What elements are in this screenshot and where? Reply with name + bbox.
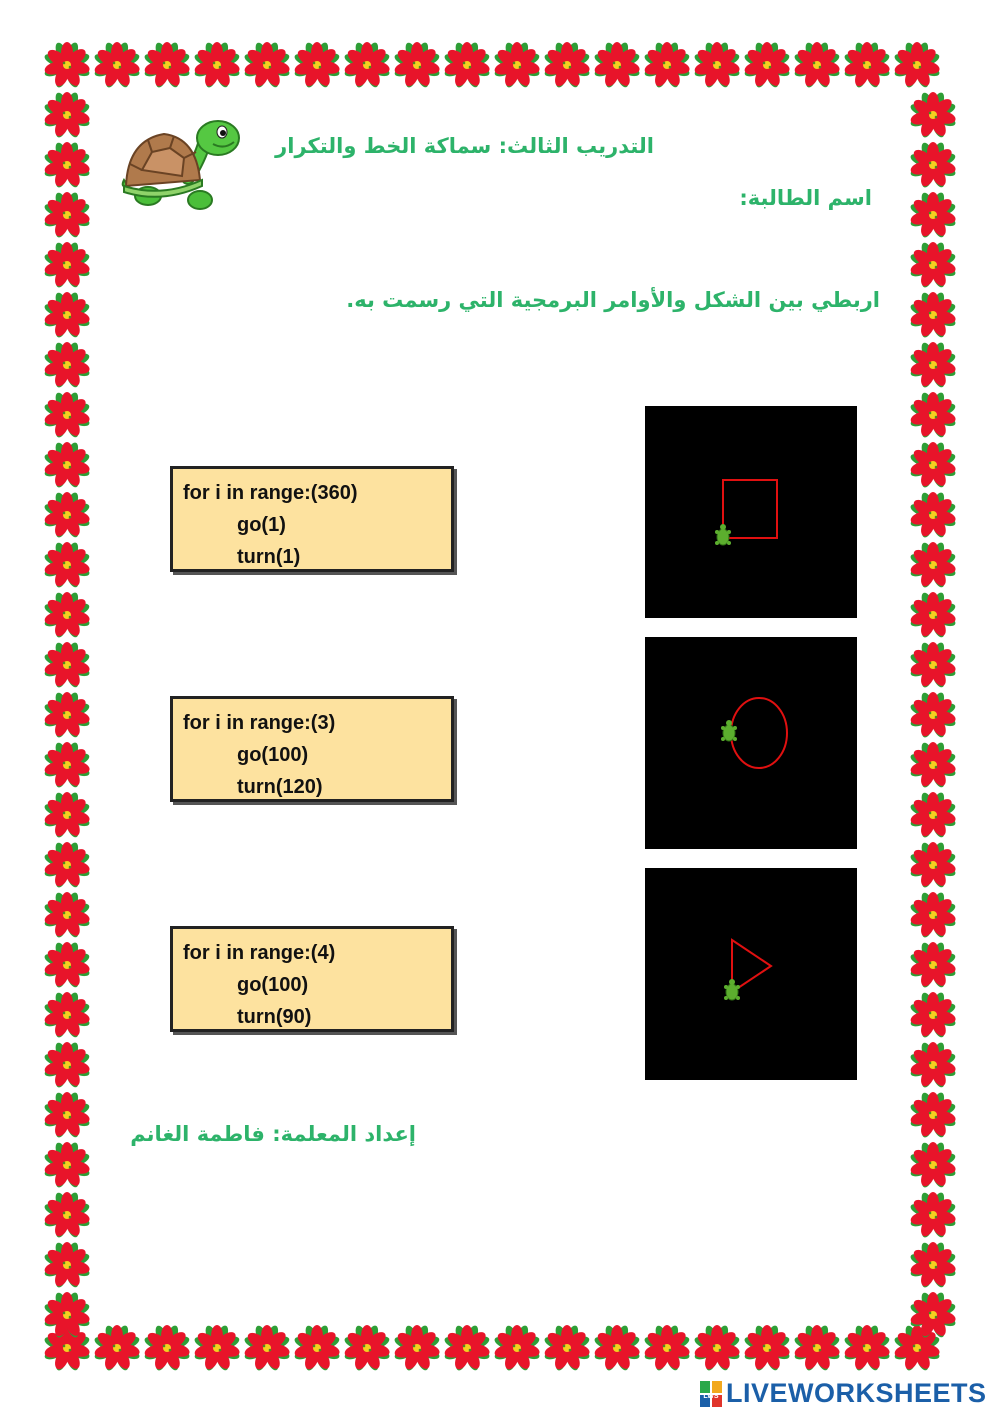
poinsettia-icon <box>42 1140 92 1190</box>
poinsettia-icon <box>92 40 142 90</box>
shape-panel-circle[interactable] <box>645 637 857 849</box>
code-line: go(1) <box>237 514 286 536</box>
turtle-icon <box>118 118 243 214</box>
shape-panel-square[interactable] <box>645 406 857 618</box>
poinsettia-icon <box>692 1323 742 1373</box>
student-name-label: اسم الطالبة: <box>739 186 872 210</box>
code-line: go(100) <box>237 744 309 766</box>
poinsettia-icon <box>342 40 392 90</box>
border-top <box>42 40 942 90</box>
poinsettia-icon <box>42 190 92 240</box>
poinsettia-icon <box>192 1323 242 1373</box>
poinsettia-icon <box>42 540 92 590</box>
poinsettia-icon <box>142 40 192 90</box>
poinsettia-icon <box>908 640 958 690</box>
poinsettia-icon <box>42 90 92 140</box>
student-name-field[interactable] <box>560 186 750 216</box>
square-drawing <box>645 406 857 618</box>
poinsettia-icon <box>42 640 92 690</box>
poinsettia-icon <box>908 1290 958 1340</box>
poinsettia-icon <box>908 1140 958 1190</box>
poinsettia-icon <box>908 690 958 740</box>
poinsettia-icon <box>292 1323 342 1373</box>
poinsettia-icon <box>42 940 92 990</box>
border-left <box>42 90 92 1340</box>
poinsettia-icon <box>908 990 958 1040</box>
poinsettia-icon <box>42 1290 92 1340</box>
poinsettia-icon <box>908 390 958 440</box>
poinsettia-icon <box>142 1323 192 1373</box>
poinsettia-icon <box>908 740 958 790</box>
code-line: go(100) <box>237 974 309 996</box>
poinsettia-icon <box>908 190 958 240</box>
poinsettia-icon <box>242 40 292 90</box>
liveworksheets-logo <box>700 1378 987 1409</box>
code-block-2[interactable] <box>170 696 454 802</box>
code-line: for i in range:(4) <box>183 942 336 964</box>
poinsettia-icon <box>908 1240 958 1290</box>
poinsettia-icon <box>908 1190 958 1240</box>
poinsettia-icon <box>492 1323 542 1373</box>
poinsettia-icon <box>908 240 958 290</box>
poinsettia-icon <box>42 590 92 640</box>
code-line: turn(90) <box>237 1006 312 1028</box>
poinsettia-icon <box>908 790 958 840</box>
poinsettia-icon <box>42 1090 92 1140</box>
poinsettia-icon <box>442 1323 492 1373</box>
poinsettia-icon <box>42 1190 92 1240</box>
poinsettia-icon <box>908 840 958 890</box>
poinsettia-icon <box>42 240 92 290</box>
poinsettia-icon <box>42 1240 92 1290</box>
poinsettia-icon <box>908 540 958 590</box>
poinsettia-icon <box>908 290 958 340</box>
poinsettia-icon <box>292 40 342 90</box>
code-line: for i in range:(3) <box>183 712 336 734</box>
poinsettia-icon <box>42 40 92 90</box>
poinsettia-icon <box>42 490 92 540</box>
poinsettia-icon <box>592 40 642 90</box>
border-bottom <box>42 1323 942 1373</box>
poinsettia-icon <box>92 1323 142 1373</box>
poinsettia-icon <box>492 40 542 90</box>
poinsettia-icon <box>42 440 92 490</box>
code-line: turn(1) <box>237 546 301 568</box>
poinsettia-icon <box>908 440 958 490</box>
poinsettia-icon <box>42 390 92 440</box>
logo-text: LIVEWORKSHEETS <box>726 1378 987 1408</box>
turtle-icon <box>715 524 731 545</box>
code-block-3[interactable] <box>170 926 454 1032</box>
lws-badge-icon <box>700 1381 722 1407</box>
poinsettia-icon <box>392 1323 442 1373</box>
code-line: for i in range:(360) <box>183 482 358 504</box>
poinsettia-icon <box>42 790 92 840</box>
poinsettia-icon <box>908 590 958 640</box>
poinsettia-icon <box>792 40 842 90</box>
poinsettia-icon <box>908 1040 958 1090</box>
poinsettia-icon <box>842 1323 892 1373</box>
poinsettia-icon <box>742 1323 792 1373</box>
poinsettia-icon <box>908 890 958 940</box>
code-line: turn(120) <box>237 776 323 798</box>
teacher-credit: إعداد المعلمة: فاطمة الغانم <box>130 1122 416 1146</box>
poinsettia-icon <box>342 1323 392 1373</box>
poinsettia-icon <box>908 490 958 540</box>
poinsettia-icon <box>908 940 958 990</box>
poinsettia-icon <box>42 140 92 190</box>
poinsettia-icon <box>42 690 92 740</box>
turtle-icon <box>721 720 737 741</box>
code-block-1[interactable] <box>170 466 454 572</box>
poinsettia-icon <box>542 1323 592 1373</box>
poinsettia-icon <box>42 890 92 940</box>
poinsettia-icon <box>908 1090 958 1140</box>
border-right <box>908 90 958 1340</box>
poinsettia-icon <box>742 40 792 90</box>
turtle-icon <box>724 979 740 1000</box>
poinsettia-icon <box>242 1323 292 1373</box>
poinsettia-icon <box>42 740 92 790</box>
poinsettia-icon <box>792 1323 842 1373</box>
poinsettia-icon <box>592 1323 642 1373</box>
poinsettia-icon <box>42 290 92 340</box>
poinsettia-icon <box>908 90 958 140</box>
poinsettia-icon <box>692 40 742 90</box>
poinsettia-icon <box>642 1323 692 1373</box>
poinsettia-icon <box>842 40 892 90</box>
poinsettia-icon <box>908 140 958 190</box>
poinsettia-icon <box>392 40 442 90</box>
poinsettia-icon <box>42 840 92 890</box>
poinsettia-icon <box>42 340 92 390</box>
shape-panel-triangle[interactable] <box>645 868 857 1080</box>
poinsettia-icon <box>42 1040 92 1090</box>
poinsettia-icon <box>42 990 92 1040</box>
page-title: التدريب الثالث: سماكة الخط والتكرار <box>275 134 654 158</box>
poinsettia-icon <box>192 40 242 90</box>
poinsettia-icon <box>642 40 692 90</box>
poinsettia-icon <box>542 40 592 90</box>
instruction-text: اربطي بين الشكل والأوامر البرمجية التي رسمت به. <box>346 288 880 312</box>
lws-badge-text: LWS <box>703 1392 719 1400</box>
poinsettia-icon <box>442 40 492 90</box>
triangle-drawing <box>645 868 857 1080</box>
poinsettia-icon <box>892 40 942 90</box>
circle-drawing <box>645 637 857 849</box>
poinsettia-icon <box>908 340 958 390</box>
